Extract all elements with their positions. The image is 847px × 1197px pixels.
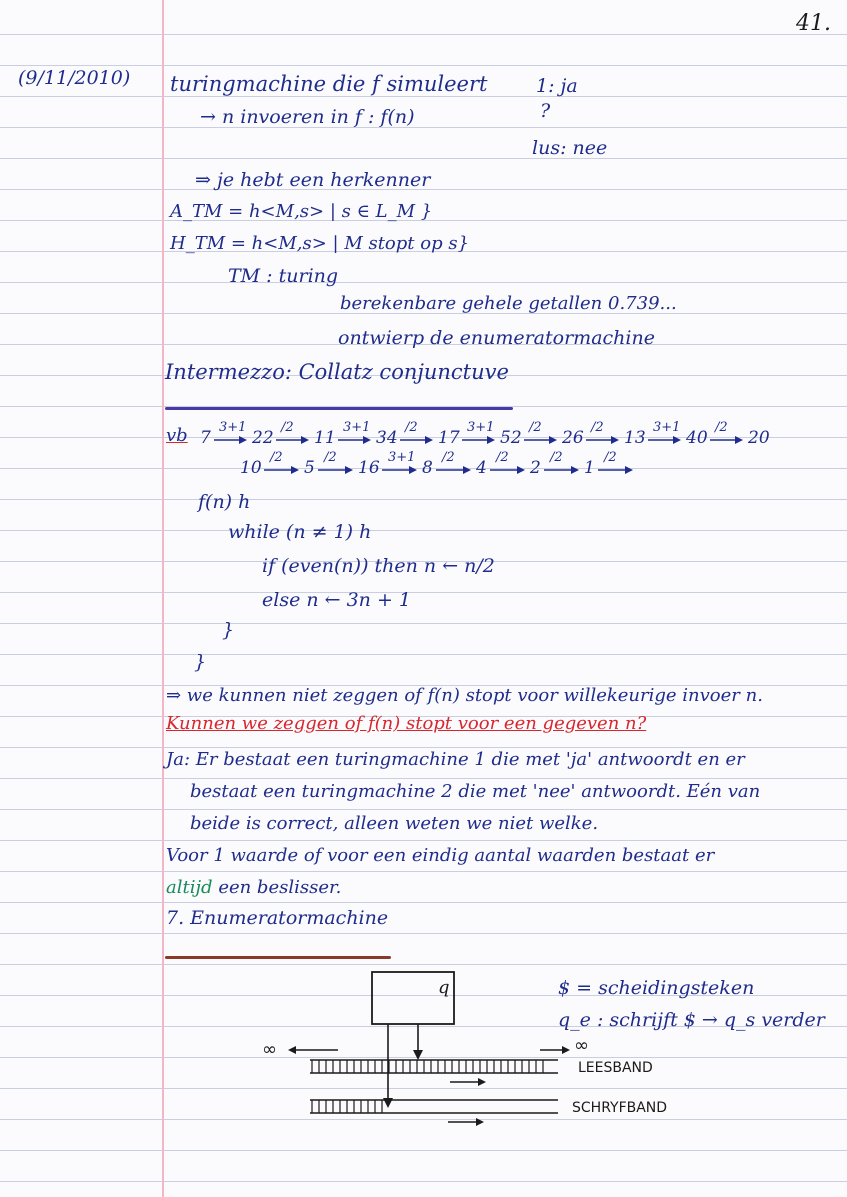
collatz-row2-num-1: 5 xyxy=(304,458,315,478)
collatz-row1-num-1: 22 xyxy=(252,428,274,448)
conclusion-line6: Voor 1 waarde of voor een eindig aantal waarden bestaat er xyxy=(166,845,715,866)
collatz-row1-num-8: 40 xyxy=(686,428,708,448)
collatz-row1-op-3: /2 xyxy=(405,420,418,435)
collatz-row2-num-5: 2 xyxy=(530,458,541,478)
code-line5: } xyxy=(222,619,235,641)
sec1-out3: lus: nee xyxy=(532,137,608,159)
sec1-line1: turingmachine die f simuleert xyxy=(170,72,488,96)
beslisser-text: een beslisser. xyxy=(212,877,342,898)
sec1-tm-branch2: ontwierp de enumeratormachine xyxy=(338,327,655,349)
infinity-left: ∞ xyxy=(262,1039,277,1060)
sec1-out1: 1: ja xyxy=(536,75,578,97)
collatz-row1-num-6: 26 xyxy=(562,428,584,448)
collatz-row2-op-0: /2 xyxy=(270,450,283,465)
schrijfband-label: SCHRYFBAND xyxy=(572,1100,668,1116)
collatz-row1-num-0: 7 xyxy=(200,428,211,448)
collatz-row1-op-8: /2 xyxy=(715,420,728,435)
collatz-row2-op-5: /2 xyxy=(550,450,563,465)
collatz-row1-op-5: /2 xyxy=(529,420,542,435)
collatz-row1-num-9: 20 xyxy=(748,428,770,448)
collatz-row2-num-3: 8 xyxy=(422,458,433,478)
sec1-tm: TM : turing xyxy=(228,265,339,287)
collatz-row2-num-0: 10 xyxy=(240,458,262,478)
collatz-row1-op-1: /2 xyxy=(281,420,294,435)
collatz-row2-num-2: 16 xyxy=(358,458,380,478)
schrijfband-cells xyxy=(312,1100,382,1113)
sec1-herkenner: ⇒ je hebt een herkenner xyxy=(195,169,431,191)
code-line2: while (n ≠ 1) h xyxy=(228,521,372,543)
date: (9/11/2010) xyxy=(18,67,131,89)
code-line1: f(n) h xyxy=(198,491,251,513)
collatz-row2-op-6: /2 xyxy=(604,450,617,465)
collatz-row1-num-7: 13 xyxy=(624,428,646,448)
collatz-vb: vb xyxy=(166,425,188,446)
collatz-row1-num-3: 34 xyxy=(376,428,398,448)
leesband-label: LEESBAND xyxy=(578,1060,653,1076)
collatz-row1-num-2: 11 xyxy=(314,428,336,448)
sec1-line2: → n invoeren in f : f(n) xyxy=(200,106,415,128)
conclusion-line1: ⇒ we kunnen niet zeggen of f(n) stopt voor willekeurige invoer n. xyxy=(166,685,763,706)
note-state: q_e : schrijft $ → q_s verder xyxy=(558,1009,825,1031)
collatz-row1-op-4: 3+1 xyxy=(467,420,495,435)
code-line6: } xyxy=(194,651,207,673)
collatz-row2-op-4: /2 xyxy=(496,450,509,465)
code-line4: else n ← 3n + 1 xyxy=(262,589,412,611)
leesband-cells xyxy=(312,1060,543,1073)
collatz-row1-op-0: 3+1 xyxy=(219,420,247,435)
collatz-row1-num-5: 52 xyxy=(500,428,522,448)
altijd-word: altijd xyxy=(166,877,213,898)
collatz-row2-num-4: 4 xyxy=(476,458,487,478)
infinity-right: ∞ xyxy=(574,1035,589,1056)
collatz-row1-op-7: 3+1 xyxy=(653,420,681,435)
sec1-tm-branch1: berekenbare gehele getallen 0.739... xyxy=(340,293,677,314)
conclusion-line3: Ja: Er bestaat een turingmachine 1 die met 'ja' antwoordt en er xyxy=(166,749,745,770)
read-head-arrowhead xyxy=(413,1050,423,1060)
note-separator: $ = scheidingsteken xyxy=(558,977,755,999)
collatz-row2-num-6: 1 xyxy=(584,458,595,478)
collatz-row1-num-4: 17 xyxy=(438,428,460,448)
sec1-out2: ? xyxy=(540,100,551,122)
box-state-label: q xyxy=(438,977,450,998)
collatz-row2-op-2: 3+1 xyxy=(388,450,416,465)
collatz-row1-op-2: 3+1 xyxy=(343,420,371,435)
conclusion-line5: beide is correct, alleen weten we niet welke. xyxy=(190,813,599,834)
collatz-row2-op-1: /2 xyxy=(324,450,337,465)
sec1-intermezzo: Intermezzo: Collatz conjunctuve xyxy=(165,360,509,384)
collatz-row1-op-6: /2 xyxy=(591,420,604,435)
section-heading-enumerator: 7. Enumeratormachine xyxy=(166,907,389,929)
sec1-htm: H_TM = h<M,s> | M stopt op s} xyxy=(170,233,470,254)
conclusion-line4: bestaat een turingmachine 2 die met 'nee' antwoordt. Eén van xyxy=(190,781,761,802)
collatz-row2-op-3: /2 xyxy=(442,450,455,465)
code-line3: if (even(n)) then n ← n/2 xyxy=(262,555,495,577)
conclusion-question: Kunnen we zeggen of f(n) stopt voor een gegeven n? xyxy=(166,713,647,734)
page-number: 41. xyxy=(796,11,831,36)
sec1-atm: A_TM = h<M,s> | s ∈ L_M } xyxy=(170,201,433,222)
